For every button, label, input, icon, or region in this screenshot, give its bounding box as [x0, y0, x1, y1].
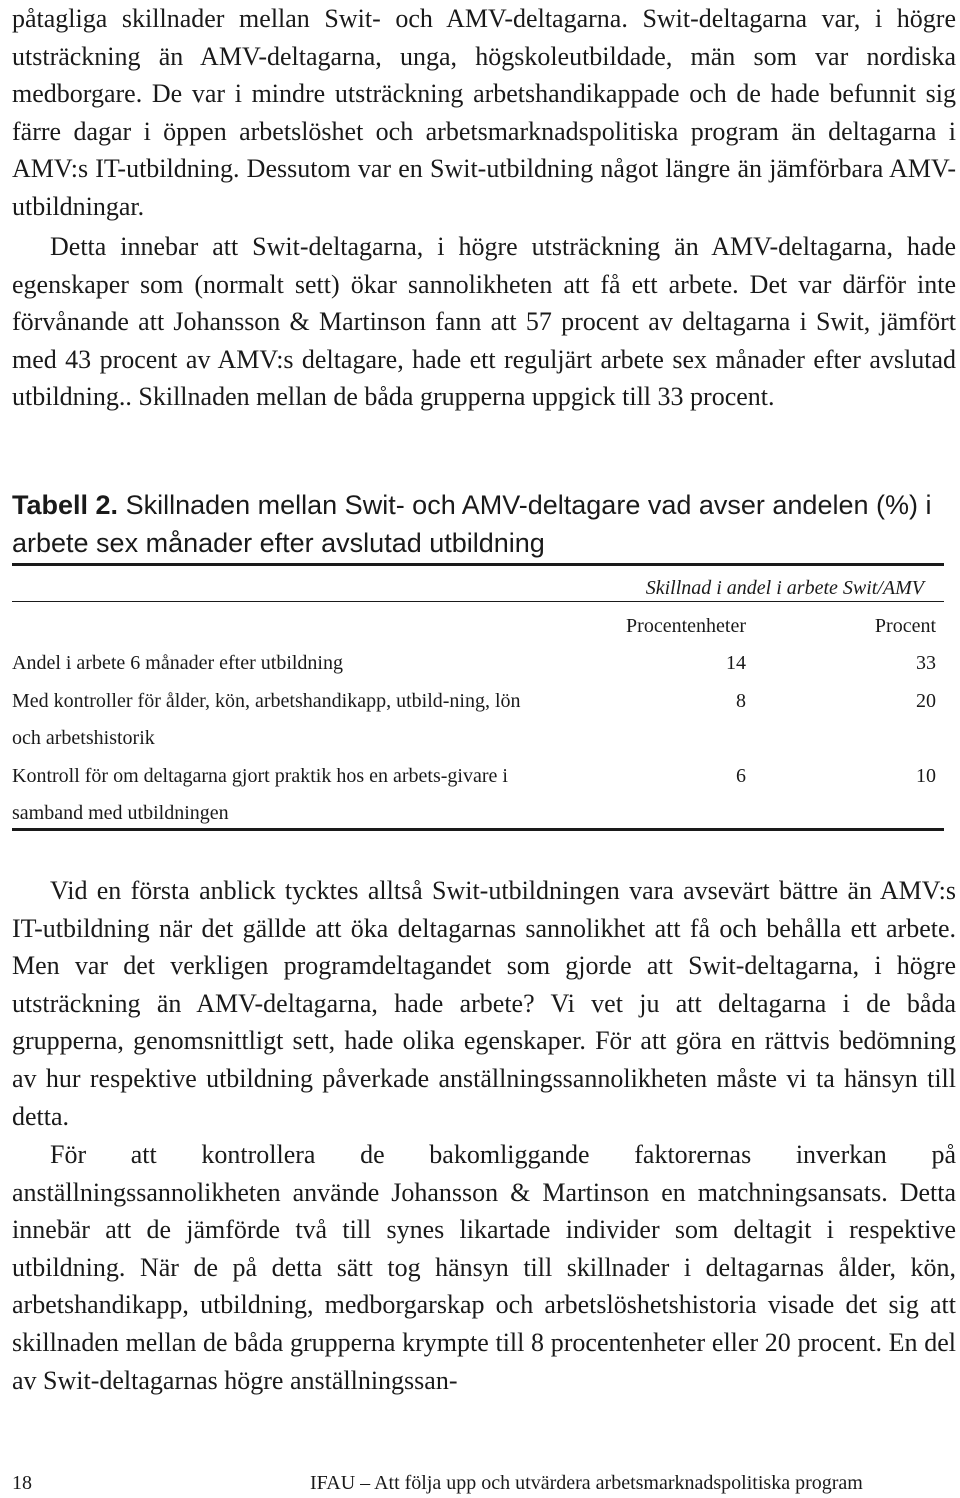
- table-cell-procentenheter: 6: [736, 765, 746, 787]
- table-caption: [12, 486, 956, 562]
- table-top-rule: [12, 563, 944, 566]
- table-header-rule: [12, 601, 944, 602]
- table-row-label: Andel i arbete 6 månader efter utbildning: [12, 652, 343, 674]
- table-col-header-procentenheter: Procentenheter: [626, 615, 746, 637]
- page-number: 18: [12, 1472, 32, 1494]
- table-cell-procent: 33: [916, 652, 936, 674]
- table-cell-procentenheter: 8: [736, 690, 746, 712]
- body-paragraph: påtagliga skillnader mellan Swit- och AMV-deltagarna. Swit-deltagarna var, i högre utsträckning än AMV-deltagarna, unga, högskoleutbildade, män som var nordiska medborgare. De var i mindre utsträckning arbetshandikappade och de hade befunnit sig färre dagar i öppen arbetslöshet och arbetsmarknadspolitiska program än deltagarna i AMV:s IT-utbildning. Dessutom var en Swit-utbildning något längre än jämförbara AMV-utbildningar.: [12, 4, 956, 221]
- table-caption-label: Tabell 2.: [12, 490, 119, 520]
- running-footer-title: IFAU – Att följa upp och utvärdera arbetsmarknadspolitiska program: [310, 1472, 863, 1494]
- table-cell-procent: 10: [916, 765, 936, 787]
- body-paragraph: Detta innebar att Swit-deltagarna, i högre utsträckning än AMV-deltagarna, hade egenskaper som (normalt sett) ökar sannolikheten att få ett arbete. Det var därför inte förvånande att Johansson & Martinson fann att 57 procent av deltagarna i Swit, jämfört med 43 procent av AMV:s deltagare, hade ett reguljärt arbete sex månader efter avslutad utbildning.. Skillnaden mellan de båda grupperna uppgick till 33 procent.: [12, 232, 956, 412]
- table-col-header-procent: Procent: [874, 615, 936, 637]
- table-row-label: Med kontroller för ålder, kön, arbetshandikapp, utbild-ning, lön och arbetshistorik: [12, 690, 521, 749]
- body-paragraph: Vid en första anblick tycktes alltså Swit-utbildningen vara avsevärt bättre än AMV:s IT-utbildning när det gällde att öka deltagarnas sannolikhet att få och behålla ett arbete. Men var det verkligen programdeltagandet som gjorde att Swit-deltagarna, i högre utsträckning än AMV-deltagarna, hade arbete? Vi vet ju att deltagarna i de båda grupperna, genomsnittligt sett, hade olika egenskaper. För att göra en rättvis bedömning av hur respektive utbildning påverkade anställningssannolikheten måste vi ta hänsyn till detta.: [12, 876, 956, 1131]
- table-group-header: Skillnad i andel i arbete Swit/AMV: [645, 577, 924, 599]
- table-row-label: Kontroll för om deltagarna gjort praktik hos en arbets-givare i samband med utbildningen: [12, 765, 508, 824]
- table-cell-procentenheter: 14: [726, 652, 746, 674]
- table-cell-procent: 20: [916, 690, 936, 712]
- table-caption-text: Skillnaden mellan Swit- och AMV-deltagare vad avser andelen (%) i arbete sex månader efter avslutad utbildning: [12, 490, 932, 558]
- body-paragraph: För att kontrollera de bakomliggande faktorernas inverkan på anställningssannolikheten använde Johansson & Martinson en matchningsansats. Detta innebär att de jämförde två till synes likartade individer som deltagit i respektive utbildning. När de på detta sätt tog hänsyn till skillnader i deltagarnas ålder, kön, arbetshandikapp, utbildning, medborgarskap och arbetslöshetshistoria visade det sig att skillnaden mellan de båda grupperna krympte till 8 procentenheter eller 20 procent. En del av Swit-deltagarnas högre anställningssan-: [12, 1140, 956, 1395]
- table-bottom-rule: [12, 828, 944, 831]
